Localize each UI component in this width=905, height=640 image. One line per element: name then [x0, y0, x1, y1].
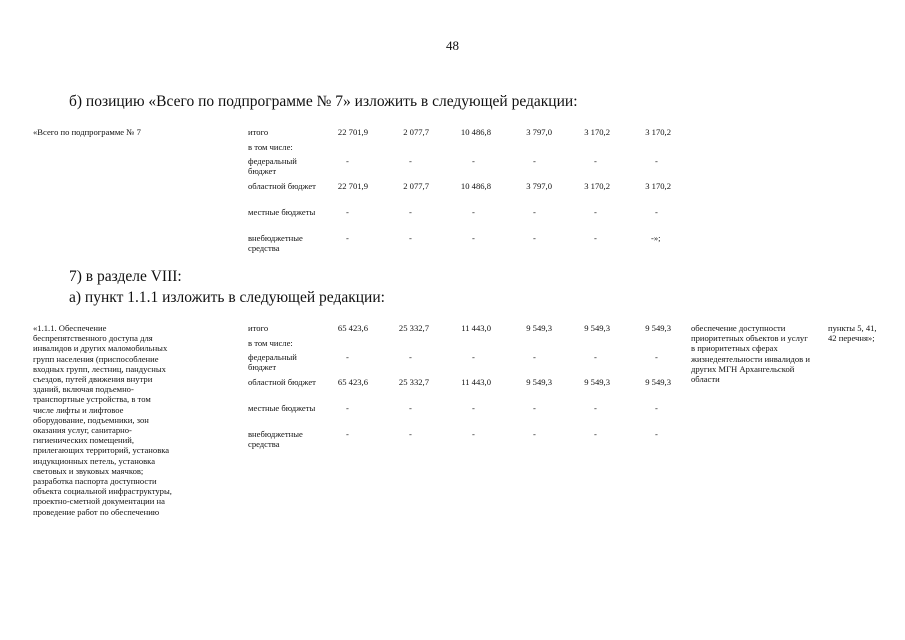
table2-cell: -: [594, 352, 597, 362]
table2-reference: пункты 5, 41, 42 перечня»;: [828, 323, 877, 344]
table1-row-label: местные бюджеты: [248, 207, 316, 217]
table2-cell: 11 443,0: [461, 377, 491, 387]
table1-cell: 22 701,9: [337, 127, 368, 137]
table2-cell: -: [409, 352, 412, 362]
table2-cell: -: [655, 352, 658, 362]
table1-cell: -: [655, 207, 658, 217]
table1-cell: -»;: [651, 233, 661, 243]
table1-row-label: итого: [248, 127, 269, 137]
table2-cell: -: [655, 403, 658, 413]
table1-name: «Всего по подпрограмме № 7: [33, 127, 141, 137]
table2-cell: -: [472, 352, 475, 362]
table2-cell: -: [594, 429, 597, 439]
table1-cell: -: [533, 207, 536, 217]
table1-cell: -: [655, 156, 658, 166]
table1-cell: -: [594, 233, 597, 243]
table2-cell: -: [409, 403, 412, 413]
table1-cell: 22 701,9: [337, 181, 368, 191]
table2-cell: -: [346, 429, 349, 439]
table1-cell: -: [346, 156, 349, 166]
table2-cell: -: [533, 403, 536, 413]
table2-row-label: областной бюджет: [248, 377, 316, 387]
table2-cell: -: [346, 403, 349, 413]
table2-row-label: итого: [248, 323, 269, 333]
table2-cell: 25 332,7: [398, 377, 429, 387]
table1-cell: 3 170,2: [584, 127, 610, 137]
table1-cell: -: [346, 207, 349, 217]
table2-result: обеспечение доступности приоритетных объектов и услуг в приоритетных сферах жизнедеятельности инвалидов и других МГН Архангельской области: [691, 323, 810, 385]
table1-row-label: в том числе:: [248, 142, 293, 152]
table2-cell: 9 549,3: [526, 323, 552, 333]
table2-cell: 11 443,0: [461, 323, 491, 333]
table2-row-label: в том числе:: [248, 338, 293, 348]
table2-row-label: федеральный бюджет: [248, 352, 297, 373]
table2-cell: -: [346, 352, 349, 362]
table2-cell: 25 332,7: [398, 323, 429, 333]
table1-cell: 2 077,7: [403, 181, 429, 191]
table2-cell: 9 549,3: [645, 377, 671, 387]
table1-row-label: областной бюджет: [248, 181, 316, 191]
table2-cell: -: [472, 429, 475, 439]
table1-cell: -: [533, 156, 536, 166]
table1-cell: 3 797,0: [526, 181, 552, 191]
table1-cell: -: [472, 207, 475, 217]
table1-cell: 10 486,8: [460, 127, 491, 137]
section-a-heading: а) пункт 1.1.1 изложить в следующей редакции:: [69, 289, 385, 306]
table2-cell: -: [533, 429, 536, 439]
table1-cell: 3 797,0: [526, 127, 552, 137]
table1-cell: 3 170,2: [645, 181, 671, 191]
table2-cell: -: [409, 429, 412, 439]
table1-cell: -: [533, 233, 536, 243]
table2-cell: 9 549,3: [526, 377, 552, 387]
section7-heading: 7) в разделе VIII:: [69, 268, 182, 285]
table2-row-label: внебюджетные средства: [248, 429, 303, 450]
table2-cell: 9 549,3: [584, 377, 610, 387]
table1-cell: 10 486,8: [460, 181, 491, 191]
table1-cell: -: [409, 207, 412, 217]
table1-cell: -: [346, 233, 349, 243]
page-number: 48: [446, 38, 459, 53]
table1-cell: -: [472, 233, 475, 243]
table1-cell: 2 077,7: [403, 127, 429, 137]
table2-cell: -: [472, 403, 475, 413]
table2-cell: -: [533, 352, 536, 362]
table2-cell: 9 549,3: [645, 323, 671, 333]
table2-cell: 65 423,6: [337, 377, 368, 387]
table1-cell: -: [409, 156, 412, 166]
table2-cell: -: [594, 403, 597, 413]
table1-cell: 3 170,2: [645, 127, 671, 137]
table2-row-label: местные бюджеты: [248, 403, 316, 413]
table2-cell: 65 423,6: [337, 323, 368, 333]
table2-cell: 9 549,3: [584, 323, 610, 333]
table1-cell: -: [594, 156, 597, 166]
table2-description: «1.1.1. Обеспечение беспрепятственного доступа для инвалидов и других маломобильных групп населения (приспособление входных групп, лестниц, пандусных съездов, путей движения внутри зданий, включая подъемно-транспортные устройства, в том числе лифты и лифтовое оборудование, подъемники, зон оказания услуг, санитарно-гигиенических помещений, прилегающих территорий, установка индукционных петель, установка световых и звуковых маячков; разработка паспорта доступности объекта социальной инфраструктуры, проектно-сметной документации на проведение работ по обеспечению: [33, 323, 172, 517]
table1-cell: -: [472, 156, 475, 166]
table1-cell: 3 170,2: [584, 181, 610, 191]
table1-cell: -: [409, 233, 412, 243]
table1-row-label: федеральный бюджет: [248, 156, 297, 177]
section-b-heading: б) позицию «Всего по подпрограмме № 7» изложить в следующей редакции:: [69, 93, 578, 110]
table1-cell: -: [594, 207, 597, 217]
table2-cell: -: [655, 429, 658, 439]
table1-row-label: внебюджетные средства: [248, 233, 303, 254]
